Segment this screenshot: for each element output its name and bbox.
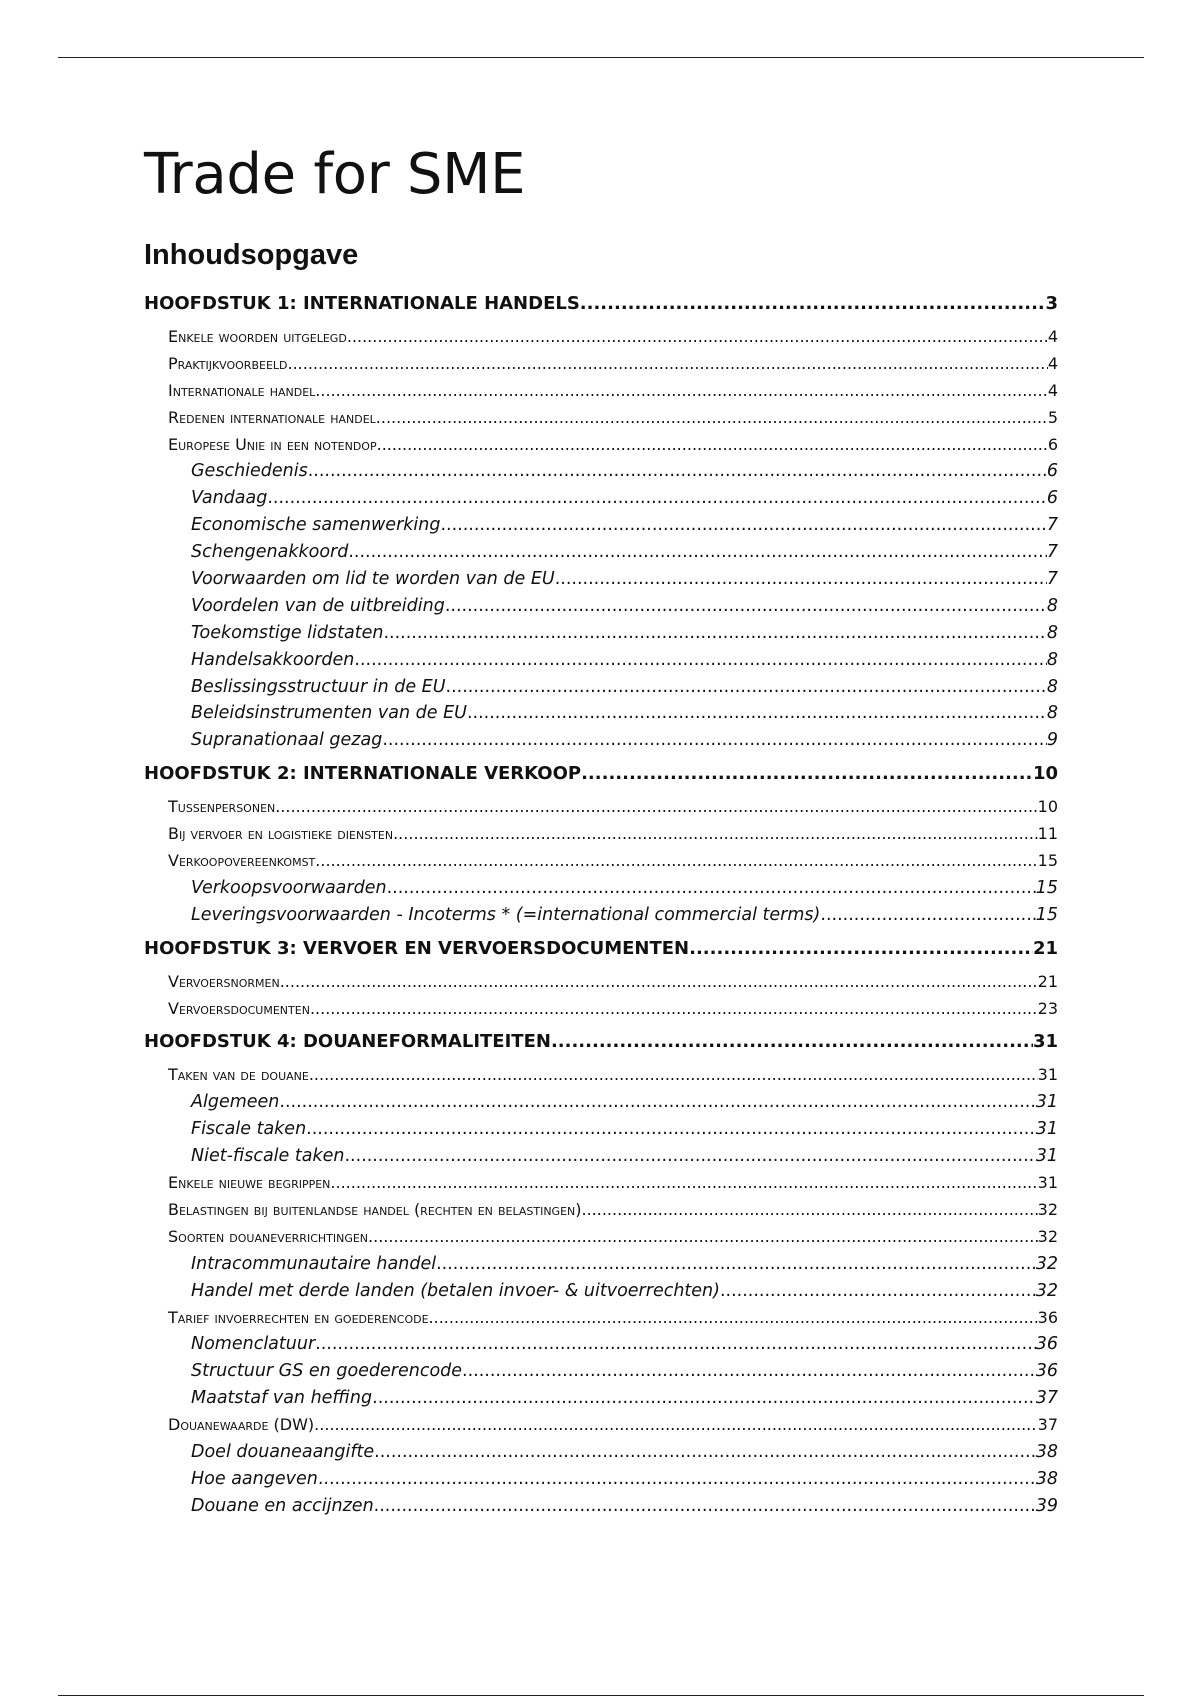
toc-page-number: 32 xyxy=(1037,1226,1058,1246)
toc-entry-title: Intracommunautaire handel xyxy=(191,1253,437,1274)
toc-page-number: 37 xyxy=(1037,1415,1058,1435)
toc-entry[interactable] xyxy=(144,902,1058,929)
toc-chapter-entry[interactable] xyxy=(144,284,1058,324)
toc-entry[interactable] xyxy=(144,969,1058,996)
toc-dot-leader xyxy=(820,902,1035,929)
toc-entry-title: Maatstaf van heffing xyxy=(191,1388,373,1409)
toc-dot-leader xyxy=(720,1278,1036,1305)
toc-entry[interactable] xyxy=(144,848,1058,875)
toc-dot-leader xyxy=(330,1170,1037,1197)
toc-entry-title: Voorwaarden om lid te worden van de EU xyxy=(191,569,555,590)
toc-heading: Inhoudsopgave xyxy=(144,239,359,271)
toc-entry-title: Beslissingsstructuur in de EU xyxy=(191,676,446,697)
toc-dot-leader xyxy=(429,1305,1038,1332)
toc-dot-leader xyxy=(309,1062,1038,1089)
toc-entry-title: Structuur GS en goederencode xyxy=(191,1361,463,1382)
toc-entry[interactable] xyxy=(144,593,1058,620)
toc-page-number: 6 xyxy=(1046,488,1058,509)
toc-entry[interactable] xyxy=(144,1358,1058,1385)
toc-entry[interactable] xyxy=(144,875,1058,902)
toc-dot-leader xyxy=(374,1439,1036,1466)
toc-page-number: 7 xyxy=(1046,515,1058,536)
toc-dot-leader xyxy=(462,1358,1036,1385)
toc-dot-leader xyxy=(551,1022,1033,1062)
toc-page-number: 36 xyxy=(1035,1361,1058,1382)
toc-entry[interactable] xyxy=(144,458,1058,485)
toc-entry[interactable] xyxy=(144,727,1058,754)
toc-page-number: 8 xyxy=(1046,703,1058,724)
toc-entry-title: Handel met derde landen (betalen invoer- & uitvoerrechten) xyxy=(191,1280,720,1301)
toc-entry[interactable] xyxy=(144,620,1058,647)
toc-entry[interactable] xyxy=(144,1331,1058,1358)
toc-page-number: 31 xyxy=(1035,1092,1058,1113)
toc-entry[interactable] xyxy=(144,674,1058,701)
toc-dot-leader xyxy=(387,875,1036,902)
toc-dot-leader xyxy=(440,512,1046,539)
toc-entry-title: HOOFDSTUK 3: VERVOER EN VERVOERSDOCUMENTEN xyxy=(144,937,690,959)
toc-entry[interactable] xyxy=(144,1466,1058,1493)
toc-entry-title: Fiscale taken xyxy=(191,1119,307,1140)
toc-entry-title: Douanewaarde (DW) xyxy=(168,1415,315,1435)
toc-dot-leader xyxy=(374,1493,1036,1520)
toc-page-number: 10 xyxy=(1032,763,1058,785)
toc-entry[interactable] xyxy=(144,1493,1058,1520)
toc-page-number: 8 xyxy=(1046,622,1058,643)
toc-entry-title: Beleidsinstrumenten van de EU xyxy=(191,703,467,724)
toc-page-number: 8 xyxy=(1046,649,1058,670)
toc-entry-title: Hoe aangeven xyxy=(191,1468,318,1489)
toc-dot-leader xyxy=(689,929,1033,969)
table-of-contents xyxy=(144,284,1058,1520)
toc-page-number: 31 xyxy=(1035,1146,1058,1167)
toc-page-number: 21 xyxy=(1037,971,1058,991)
toc-entry[interactable] xyxy=(144,821,1058,848)
toc-page-number: 9 xyxy=(1046,730,1058,751)
toc-entry-title: HOOFDSTUK 2: INTERNATIONALE VERKOOP xyxy=(144,763,582,785)
toc-chapter-entry[interactable] xyxy=(144,929,1058,969)
toc-page-number: 11 xyxy=(1037,824,1058,844)
toc-entry-title: Leveringsvoorwaarden - Incoterms * (=international commercial terms) xyxy=(191,904,821,925)
toc-dot-leader xyxy=(280,969,1038,996)
toc-page-number: 31 xyxy=(1032,1031,1058,1053)
toc-entry[interactable] xyxy=(144,1251,1058,1278)
toc-page-number: 7 xyxy=(1046,542,1058,563)
toc-entry-title: Algemeen xyxy=(191,1092,280,1113)
toc-entry[interactable] xyxy=(144,432,1058,459)
toc-dot-leader xyxy=(306,1116,1036,1143)
toc-dot-leader xyxy=(377,432,1048,459)
toc-dot-leader xyxy=(288,351,1048,378)
toc-dot-leader xyxy=(581,754,1033,794)
toc-dot-leader xyxy=(382,727,1047,754)
toc-entry-title: Enkele woorden uitgelegd xyxy=(168,327,347,346)
toc-entry-title: Verkoopsvoorwaarden xyxy=(191,877,387,898)
toc-page-number: 23 xyxy=(1037,998,1058,1018)
toc-entry-title: HOOFDSTUK 1: INTERNATIONALE HANDELS xyxy=(144,293,580,314)
toc-entry-title: Tarief invoerrechten en goederencode xyxy=(168,1307,429,1327)
toc-entry[interactable] xyxy=(144,1170,1058,1197)
toc-page-number: 15 xyxy=(1035,904,1058,925)
toc-entry-title: Economische samenwerking xyxy=(191,515,441,536)
toc-dot-leader xyxy=(580,284,1046,324)
toc-page-number: 36 xyxy=(1037,1307,1058,1327)
toc-page-number: 15 xyxy=(1035,877,1058,898)
toc-page-number: 31 xyxy=(1035,1119,1058,1140)
toc-dot-leader xyxy=(308,458,1047,485)
toc-entry[interactable] xyxy=(144,996,1058,1023)
toc-page-number: 32 xyxy=(1035,1253,1058,1274)
toc-dot-leader xyxy=(314,1412,1038,1439)
toc-page-number: 39 xyxy=(1035,1495,1058,1516)
document-title: Trade for SME xyxy=(144,142,526,207)
toc-entry[interactable] xyxy=(144,378,1058,405)
toc-entry[interactable] xyxy=(144,512,1058,539)
toc-entry[interactable] xyxy=(144,405,1058,432)
toc-entry[interactable] xyxy=(144,1278,1058,1305)
toc-entry[interactable] xyxy=(144,539,1058,566)
toc-entry[interactable] xyxy=(144,1089,1058,1116)
toc-entry[interactable] xyxy=(144,647,1058,674)
toc-page-number: 8 xyxy=(1046,595,1058,616)
toc-entry[interactable] xyxy=(144,566,1058,593)
toc-entry[interactable] xyxy=(144,351,1058,378)
toc-entry[interactable] xyxy=(144,1197,1058,1224)
toc-entry-title: Vervoersdocumenten xyxy=(168,998,310,1018)
toc-dot-leader xyxy=(372,1385,1036,1412)
toc-entry[interactable] xyxy=(144,700,1058,727)
toc-chapter-entry[interactable] xyxy=(144,1022,1058,1062)
toc-dot-leader xyxy=(318,1466,1036,1493)
toc-entry[interactable] xyxy=(144,1143,1058,1170)
toc-page-number: 4 xyxy=(1047,380,1058,400)
toc-entry-title: Enkele nieuwe begrippen xyxy=(168,1173,331,1193)
toc-entry[interactable] xyxy=(144,1062,1058,1089)
toc-entry[interactable] xyxy=(144,1116,1058,1143)
toc-entry-title: Doel douaneaangifte xyxy=(191,1441,375,1462)
toc-dot-leader xyxy=(315,1331,1036,1358)
toc-entry-title: Europese Unie in een notendop xyxy=(168,434,377,454)
toc-entry[interactable] xyxy=(144,1385,1058,1412)
toc-dot-leader xyxy=(376,405,1048,432)
toc-dot-leader xyxy=(267,485,1047,512)
toc-dot-leader xyxy=(315,848,1037,875)
toc-dot-leader xyxy=(344,1143,1035,1170)
toc-entry-title: Bij vervoer en logistieke diensten xyxy=(168,824,394,844)
document-body xyxy=(144,140,1058,1520)
toc-entry[interactable] xyxy=(144,324,1058,351)
toc-entry-title: Nomenclatuur xyxy=(191,1334,316,1355)
toc-entry-title: Internationale handel xyxy=(168,380,316,400)
toc-entry-title: Handelsakkoorden xyxy=(191,649,355,670)
toc-page-number: 32 xyxy=(1037,1199,1058,1219)
toc-entry-title: Toekomstige lidstaten xyxy=(191,622,384,643)
toc-entry-title: Supranationaal gezag xyxy=(191,730,383,751)
toc-entry[interactable] xyxy=(144,1305,1058,1332)
toc-dot-leader xyxy=(347,324,1048,351)
toc-page-number: 37 xyxy=(1035,1388,1058,1409)
toc-dot-leader xyxy=(467,700,1047,727)
toc-page-number: 38 xyxy=(1035,1468,1058,1489)
toc-entry-title: Belastingen bij buitenlandse handel (rechten en belastingen) xyxy=(168,1199,582,1219)
toc-dot-leader xyxy=(275,794,1037,821)
toc-dot-leader xyxy=(354,647,1046,674)
toc-entry[interactable] xyxy=(144,1224,1058,1251)
toc-entry-title: Praktijkvoorbeeld xyxy=(168,353,288,373)
toc-dot-leader xyxy=(393,821,1038,848)
toc-entry-title: Voordelen van de uitbreiding xyxy=(191,595,445,616)
toc-dot-leader xyxy=(582,1197,1038,1224)
toc-entry-title: Niet-fiscale taken xyxy=(191,1146,345,1167)
toc-page-number: 10 xyxy=(1037,797,1058,817)
toc-page-number: 4 xyxy=(1047,327,1058,346)
toc-dot-leader xyxy=(279,1089,1035,1116)
toc-page-number: 7 xyxy=(1046,569,1058,590)
toc-page-number: 6 xyxy=(1046,461,1058,482)
toc-page-number: 32 xyxy=(1035,1280,1058,1301)
toc-page-number: 4 xyxy=(1047,353,1058,373)
toc-page-number: 8 xyxy=(1046,676,1058,697)
toc-page-number: 21 xyxy=(1032,937,1058,959)
toc-entry[interactable] xyxy=(144,794,1058,821)
toc-dot-leader xyxy=(445,593,1047,620)
toc-entry[interactable] xyxy=(144,1439,1058,1466)
toc-page-number: 3 xyxy=(1045,293,1058,314)
toc-page-number: 6 xyxy=(1047,434,1058,454)
toc-page-number: 5 xyxy=(1047,407,1058,427)
toc-page-number: 38 xyxy=(1035,1441,1058,1462)
toc-entry-title: Douane en accijnzen xyxy=(191,1495,374,1516)
toc-dot-leader xyxy=(436,1251,1036,1278)
toc-page-number: 31 xyxy=(1037,1065,1058,1085)
toc-entry-title: Vervoersnormen xyxy=(168,971,280,991)
toc-chapter-entry[interactable] xyxy=(144,754,1058,794)
toc-entry-title: Taken van de douane xyxy=(168,1065,309,1085)
toc-entry-title: Schengenakkoord xyxy=(191,542,349,563)
toc-dot-leader xyxy=(446,674,1047,701)
toc-dot-leader xyxy=(383,620,1046,647)
toc-page-number: 31 xyxy=(1037,1173,1058,1193)
toc-page-number: 36 xyxy=(1035,1334,1058,1355)
toc-page-number: 15 xyxy=(1037,851,1058,871)
toc-entry-title: Vandaag xyxy=(191,488,268,509)
toc-dot-leader xyxy=(368,1224,1038,1251)
toc-entry-title: HOOFDSTUK 4: DOUANEFORMALITEITEN xyxy=(144,1031,551,1053)
toc-entry-title: Tussenpersonen xyxy=(168,797,276,817)
footer-rule xyxy=(58,1695,1144,1696)
header-rule xyxy=(58,57,1144,58)
toc-entry[interactable] xyxy=(144,1412,1058,1439)
toc-dot-leader xyxy=(348,539,1047,566)
toc-dot-leader xyxy=(315,378,1048,405)
toc-entry-title: Soorten douaneverrichtingen xyxy=(168,1226,369,1246)
toc-entry-title: Verkoopovereenkomst xyxy=(168,851,316,871)
toc-dot-leader xyxy=(555,566,1047,593)
toc-entry-title: Redenen internationale handel xyxy=(168,407,376,427)
toc-entry[interactable] xyxy=(144,485,1058,512)
toc-entry-title: Geschiedenis xyxy=(191,461,308,482)
toc-dot-leader xyxy=(310,996,1038,1023)
